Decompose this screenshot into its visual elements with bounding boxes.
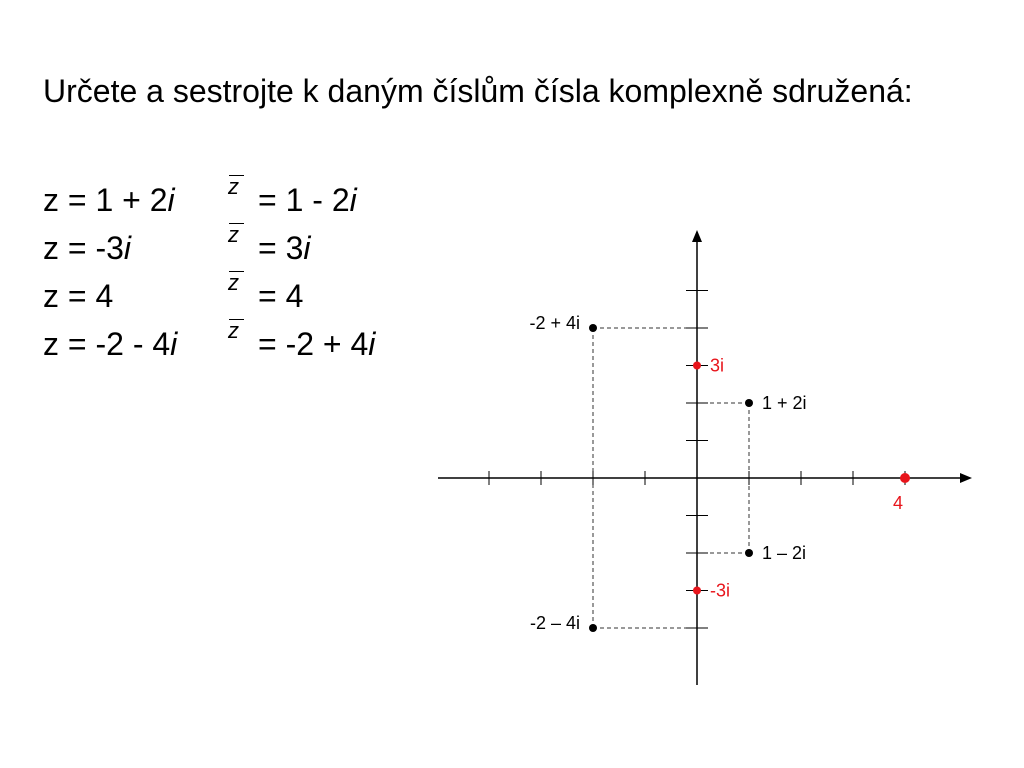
point-marker bbox=[745, 549, 753, 557]
point-label: -2 – 4i bbox=[529, 613, 580, 633]
number-conjugate: = 3i bbox=[258, 230, 311, 266]
axes bbox=[438, 230, 972, 685]
point-label: 3i bbox=[710, 355, 725, 376]
point-label: -2 + 4i bbox=[529, 313, 580, 333]
point-label: -3i bbox=[710, 580, 731, 601]
point-marker bbox=[900, 473, 910, 483]
number-conjugate: = 1 - 2i bbox=[258, 182, 357, 218]
number-conjugate: = -2 + 4i bbox=[258, 326, 376, 362]
conjugate-symbol: z bbox=[228, 270, 239, 296]
point-label: 4 bbox=[892, 493, 904, 513]
number-conjugate: = 4 bbox=[258, 278, 304, 314]
conjugate-symbol: z bbox=[228, 174, 239, 200]
imaginary-axis-arrow bbox=[692, 230, 702, 242]
real-axis-arrow bbox=[960, 473, 972, 483]
point-label: 1 – 2i bbox=[762, 543, 807, 563]
number-z: z = 4 bbox=[43, 278, 114, 314]
point-marker bbox=[589, 624, 597, 632]
exercise-title: Určete a sestrojte k daným číslům čísla komplexně sdružená: bbox=[43, 73, 913, 109]
number-z: z = -3i bbox=[43, 230, 132, 266]
point-marker bbox=[745, 399, 753, 407]
point-marker bbox=[693, 362, 701, 370]
point-label: 1 + 2i bbox=[762, 393, 807, 413]
point-marker bbox=[589, 324, 597, 332]
conjugate-symbol: z bbox=[228, 318, 239, 344]
conjugate-symbol: z bbox=[228, 222, 239, 248]
point-marker bbox=[693, 587, 701, 595]
number-z: z = -2 - 4i bbox=[43, 326, 178, 362]
number-z: z = 1 + 2i bbox=[43, 182, 175, 218]
